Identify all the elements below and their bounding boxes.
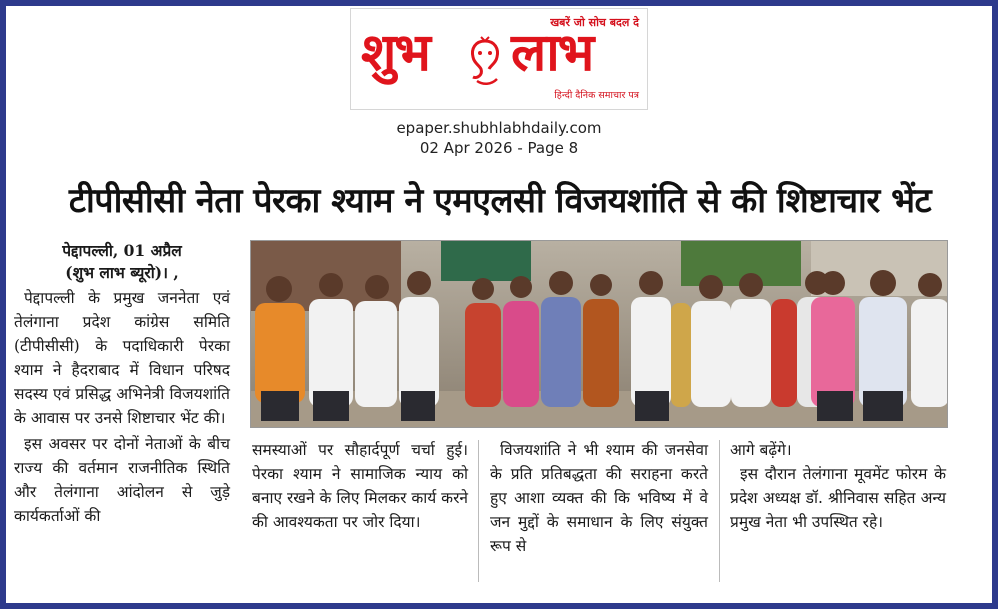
col4-paragraph-2: इस दौरान तेलंगाना मूवमेंट फोरम के प्रदेश अध्यक्ष डॉ. श्रीनिवास सहित अन्य प्रमुख नेता भी उपस्थित रहे। — [730, 465, 946, 531]
logo-word-shubh: शुभ — [361, 23, 429, 83]
dateline-bureau: (शुभ लाभ ब्यूरो)। , — [65, 263, 179, 282]
headline: टीपीसीसी नेता पेरका श्याम ने एमएलसी विजयशांति से की शिष्टाचार भेंट — [68, 181, 932, 221]
column-divider — [719, 440, 720, 582]
article-column-3 — [490, 438, 708, 558]
group-photo — [250, 240, 948, 428]
col4-paragraph-1: आगे बढ़ेंगे। — [730, 441, 792, 459]
source-date-page: 02 Apr 2026 - Page 8 — [419, 139, 579, 157]
article-column-1 — [14, 240, 230, 528]
col2-paragraph-1: समस्याओं पर सौहार्दपूर्ण चर्चा हुई। पेरका श्याम ने सामाजिक न्याय को बनाए रखने के लिए मिलकर कार्य करने की आवश्यकता पर जोर दिया। — [252, 441, 469, 531]
article-column-4 — [730, 438, 946, 534]
logo-word-labh: लाभ — [511, 23, 593, 83]
masthead-tagline: खबरें जो सोच बदल दे — [550, 16, 639, 29]
dateline-place: पेद्दापल्ली, 01 अप्रैल — [62, 241, 182, 260]
group-photo-illustration — [251, 241, 948, 428]
col1-paragraph-2: इस अवसर पर दोनों नेताओं के बीच राज्य की वर्तमान राजनीतिक स्थिति और तेलंगाना आंदोलन से जुड़े कार्यकर्ताओं की — [14, 435, 230, 525]
col1-paragraph-1: पेद्दापल्ली के प्रमुख जननेता एवं तेलंगाना प्रदेश कांग्रेस समिति (टीपीसीसी) के पदाधिकारी पेरका श्याम ने हैदराबाद में विधान परिषद सदस्य एवं प्रसिद्ध अभिनेत्री विजयशांति के आवास पर उनसे शिष्टाचार भेंट की। — [14, 289, 230, 427]
col3-paragraph-1: विजयशांति ने भी श्याम की जनसेवा के प्रति प्रतिबद्धता की सराहना करते हुए आशा व्यक्त की कि भविष्य में वे जन मुद्दों के समाधान के लिए संयुक्त रूप से — [490, 441, 708, 555]
column-divider — [478, 440, 479, 582]
source-url: epaper.shubhlabhdaily.com — [396, 119, 602, 137]
masthead — [350, 8, 648, 110]
masthead-subtitle: हिन्दी दैनिक समाचार पत्र — [554, 90, 639, 101]
article-column-2 — [252, 438, 468, 534]
ganesh-icon — [463, 35, 507, 87]
